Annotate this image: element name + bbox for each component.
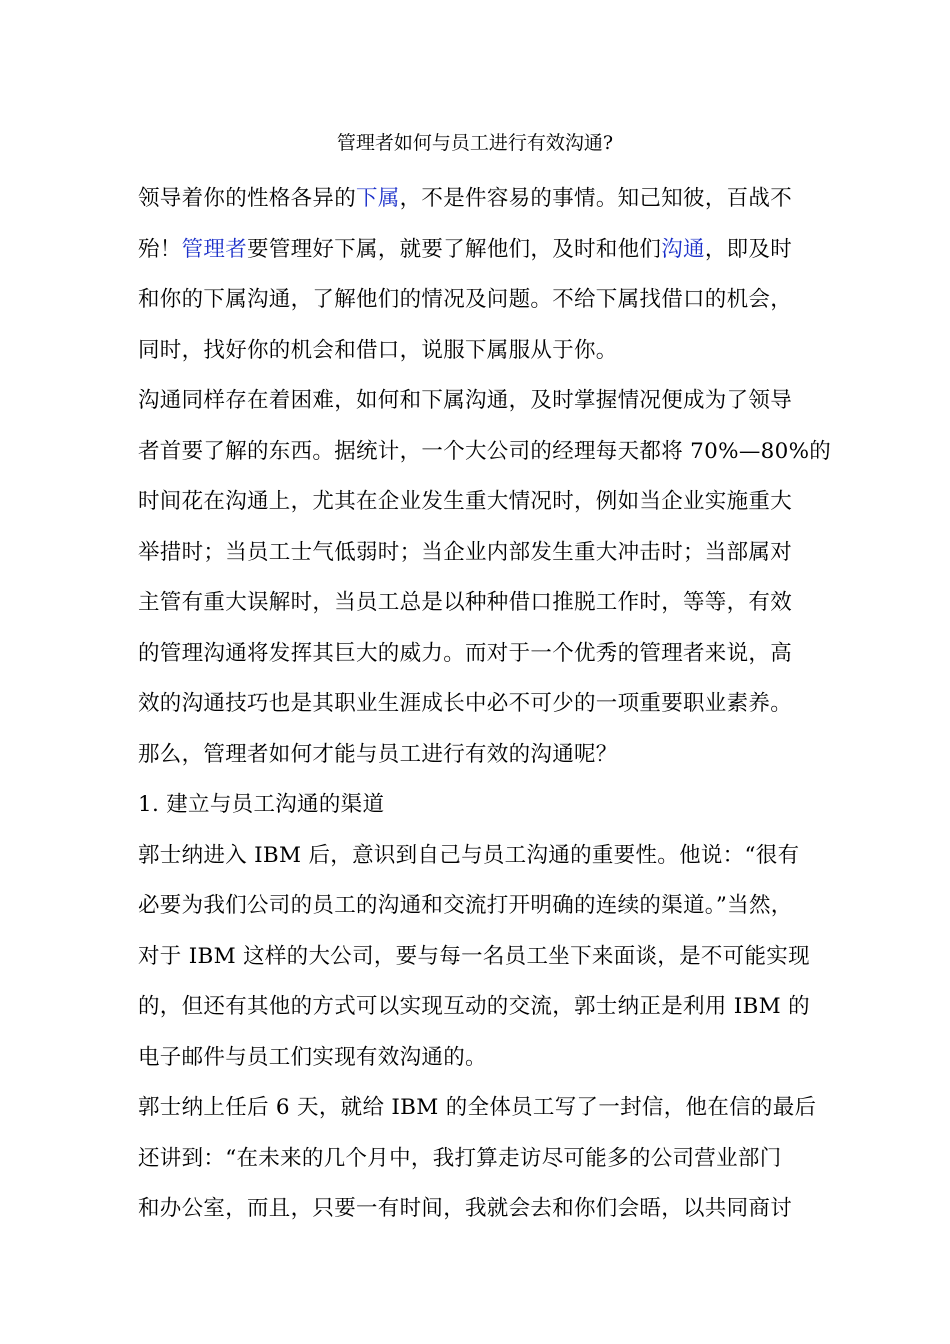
- inline-hyperlink[interactable]: 下属: [356, 186, 400, 211]
- text-run: 领导着你的性格各异的: [138, 186, 357, 211]
- paragraph: [138, 174, 818, 376]
- text-line: [138, 730, 818, 781]
- inline-hyperlink[interactable]: 沟通: [661, 236, 705, 262]
- text-line: [138, 578, 818, 629]
- text-line: [138, 326, 818, 377]
- text-line: [138, 1033, 818, 1084]
- text-line: [138, 780, 818, 831]
- text-run: 时间花在沟通上，尤其在企业发生重大情况时，例如当企业实施重大: [138, 489, 793, 514]
- paragraph: [138, 780, 818, 831]
- paragraph: [138, 730, 818, 781]
- text-line: [138, 225, 818, 276]
- text-run: 郭士纳进入 IBM 后，意识到自己与员工沟通的重要性。他说：“很有: [138, 842, 800, 868]
- text-line: [138, 376, 818, 427]
- text-line: [138, 1083, 818, 1134]
- text-run: 殆！: [138, 236, 182, 262]
- text-line: [138, 174, 818, 225]
- text-run: 郭士纳上任后 6 天，就给 IBM 的全体员工写了一封信，他在信的最后: [138, 1095, 817, 1120]
- text-run: 对于 IBM 这样的大公司，要与每一名员工坐下来面谈，是不可能实现: [138, 943, 810, 969]
- text-run: 者首要了解的东西。据统计，一个大公司的经理每天都将 70%—80%的: [138, 438, 832, 464]
- text-line: [138, 427, 832, 478]
- text-run: 1. 建立与员工沟通的渠道: [138, 792, 385, 817]
- text-line: [138, 629, 818, 680]
- text-run: 主管有重大误解时，当员工总是以种种借口推脱工作时，等等，有效: [138, 590, 793, 615]
- text-run: 的管理沟通将发挥其巨大的威力。而对于一个优秀的管理者来说，高: [138, 640, 793, 666]
- text-run: 效的沟通技巧也是其职业生涯成长中必不可少的一项重要职业素养。: [138, 691, 793, 716]
- text-line: [138, 1184, 818, 1235]
- text-run: 同时，找好你的机会和借口，说服下属服从于你。: [138, 337, 618, 363]
- text-run: 电子邮件与员工们实现有效沟通的。: [138, 1044, 487, 1070]
- text-run: 和办公室，而且，只要一有时间，我就会去和你们会晤，以共同商讨: [138, 1196, 793, 1221]
- text-run: 要管理好下属，就要了解他们，及时和他们: [247, 236, 662, 262]
- document-body: [138, 174, 832, 1235]
- paragraph: [138, 1083, 818, 1235]
- text-run: 必要为我们公司的员工的沟通和交流打开明确的连续的渠道。”当然，: [138, 893, 793, 918]
- text-line: [138, 831, 818, 882]
- text-run: 那么，管理者如何才能与员工进行有效的沟通呢？: [138, 741, 618, 767]
- text-line: [138, 1134, 818, 1185]
- text-line: [138, 881, 818, 932]
- text-run: ，即及时: [704, 236, 793, 262]
- text-line: [138, 932, 818, 983]
- text-line: [138, 528, 818, 579]
- document-title: 管理者如何与员工进行有效沟通?: [336, 132, 614, 154]
- text-run: 还讲到：“在未来的几个月中，我打算走访尽可能多的公司营业部门: [138, 1145, 782, 1171]
- text-line: [138, 477, 818, 528]
- paragraph: [138, 376, 832, 730]
- inline-hyperlink[interactable]: 管理者: [181, 236, 248, 262]
- text-line: [138, 275, 818, 326]
- text-run: ，不是件容易的事情。知己知彼，百战不: [399, 186, 793, 211]
- text-line: [138, 679, 818, 730]
- paragraph: [138, 831, 818, 1084]
- text-run: 和你的下属沟通，了解他们的情况及问题。不给下属找借口的机会，: [138, 287, 793, 312]
- text-run: 沟通同样存在着困难，如何和下属沟通，及时掌握情况便成为了领导: [138, 388, 793, 413]
- text-run: 的，但还有其他的方式可以实现互动的交流，郭士纳正是利用 IBM 的: [138, 994, 810, 1019]
- text-run: 举措时；当员工士气低弱时；当企业内部发生重大冲击时；当部属对: [138, 539, 793, 565]
- text-line: [138, 982, 818, 1033]
